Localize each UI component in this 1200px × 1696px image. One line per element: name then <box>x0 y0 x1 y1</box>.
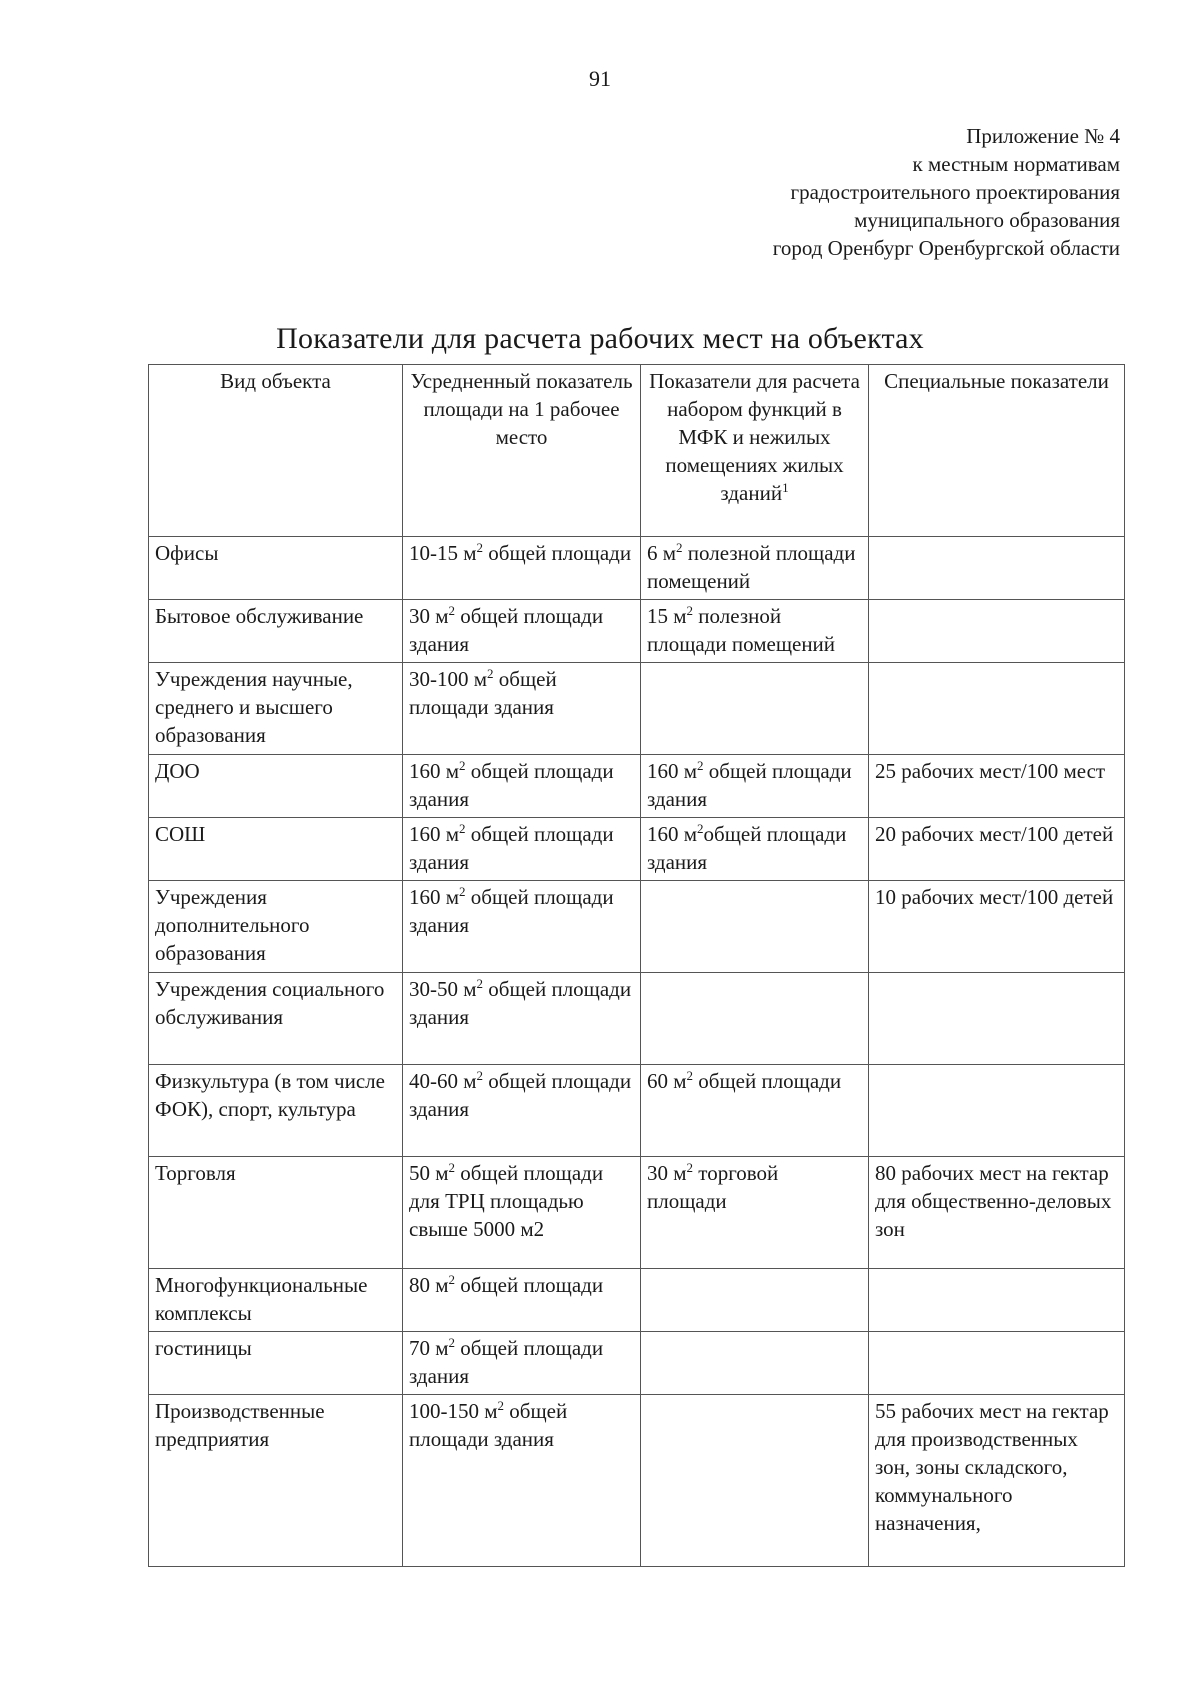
cell-special: 80 рабочих мест на гектар для общественно-деловых зон <box>869 1157 1125 1269</box>
cell-value: 80 м <box>409 1273 449 1297</box>
cell-object-type: Бытовое обслуживание <box>149 600 403 663</box>
cell-value-suffix: общей площади здания <box>409 667 557 719</box>
table-row <box>149 1332 1125 1395</box>
table-row <box>149 818 1125 881</box>
cell-value: 160 м <box>647 759 698 783</box>
superscript-unit: 2 <box>448 1160 456 1175</box>
cell-value: 30-50 м <box>409 977 477 1001</box>
superscript-unit: 2 <box>476 540 484 555</box>
cell-value-suffix: общей площади для ТРЦ площадью свыше 5000 м2 <box>409 1161 604 1241</box>
superscript-unit: 2 <box>686 1068 694 1083</box>
cell-value: 50 м <box>409 1161 449 1185</box>
cell-object-type: ДОО <box>149 755 403 818</box>
superscript-unit: 2 <box>676 540 683 555</box>
page-number: 91 <box>589 66 611 91</box>
table-title: Показатели для расчета рабочих мест на объектах <box>276 322 924 355</box>
cell-mfk <box>641 1395 869 1567</box>
cell-object-type: Производственные предприятия <box>149 1395 403 1567</box>
cell-special <box>869 537 1125 600</box>
appendix-line: градостроительного проектирования <box>790 180 1120 204</box>
cell-value-suffix: общей площади <box>693 1069 842 1093</box>
cell-value: 100-150 м <box>409 1399 498 1423</box>
cell-value: 160 м <box>647 822 698 846</box>
cell-object-type: Торговля <box>149 1157 403 1269</box>
cell-special: 10 рабочих мест/100 детей <box>869 881 1125 973</box>
cell-special: 55 рабочих мест на гектар для производственных зон, зоны складского, коммунального назначения, <box>869 1395 1125 1567</box>
cell-value-suffix: общей площади здания <box>409 759 614 811</box>
cell-value-suffix: общей площади <box>455 1273 604 1297</box>
table-row <box>149 1395 1125 1567</box>
cell-area <box>403 663 641 755</box>
cell-value-suffix: торговой площади <box>647 1161 779 1213</box>
cell-area <box>403 600 641 663</box>
cell-value: 10-15 м <box>409 541 477 565</box>
cell-special <box>869 1332 1125 1395</box>
cell-mfk <box>641 1157 869 1269</box>
appendix-line: муниципального образования <box>854 208 1120 232</box>
appendix-line: город Оренбург Оренбургской области <box>772 236 1120 260</box>
table-row <box>149 1269 1125 1332</box>
cell-mfk <box>641 1269 869 1332</box>
superscript-unit: 2 <box>448 1272 456 1287</box>
cell-value-suffix: полезной площади помещений <box>647 604 836 656</box>
cell-area <box>403 537 641 600</box>
superscript-unit: 2 <box>497 1398 505 1413</box>
cell-value: 40-60 м <box>409 1069 477 1093</box>
table-row <box>149 973 1125 1065</box>
cell-area <box>403 1395 641 1567</box>
table-row <box>149 537 1125 600</box>
cell-value: 160 м <box>409 885 460 909</box>
cell-value-suffix: общей площади здания <box>647 759 852 811</box>
cell-area <box>403 1269 641 1332</box>
cell-value-suffix: общей площади здания <box>409 885 614 937</box>
superscript-unit: 2 <box>476 1068 484 1083</box>
cell-value-suffix: общей площади здания <box>409 1069 632 1121</box>
appendix-header <box>773 122 1120 262</box>
cell-object-type: Физкультура (в том числе ФОК), спорт, культура <box>149 1065 403 1157</box>
cell-special: 25 рабочих мест/100 мест <box>869 755 1125 818</box>
superscript-unit: 2 <box>448 1335 456 1350</box>
appendix-line: Приложение № 4 <box>966 124 1120 148</box>
superscript-unit: 2 <box>476 976 484 991</box>
cell-mfk <box>641 600 869 663</box>
workplace-norms-table <box>148 364 1125 1567</box>
cell-value-suffix: общей площади здания <box>409 1399 568 1451</box>
superscript-unit: 2 <box>686 603 694 618</box>
cell-area <box>403 881 641 973</box>
cell-value-suffix: общей площади здания <box>409 1336 604 1388</box>
cell-value: 30-100 м <box>409 667 488 691</box>
cell-special <box>869 663 1125 755</box>
cell-value: 60 м <box>647 1069 687 1093</box>
cell-special <box>869 1065 1125 1157</box>
cell-value-suffix: общей площади здания <box>409 822 614 874</box>
superscript-unit: 2 <box>459 821 466 836</box>
header-avg-area: Усредненный показатель площади на 1 рабочее место <box>403 365 641 537</box>
cell-value: 30 м <box>409 604 449 628</box>
cell-area <box>403 1157 641 1269</box>
cell-value: 70 м <box>409 1336 449 1360</box>
cell-area <box>403 755 641 818</box>
cell-mfk <box>641 881 869 973</box>
table-row <box>149 755 1125 818</box>
superscript-unit: 2 <box>448 603 456 618</box>
cell-area <box>403 973 641 1065</box>
cell-value-suffix: общей площади <box>483 541 632 565</box>
cell-object-type: Учреждения научные, среднего и высшего образования <box>149 663 403 755</box>
cell-value: 30 м <box>647 1161 687 1185</box>
cell-area <box>403 1332 641 1395</box>
cell-value: 6 м <box>647 541 677 565</box>
cell-special <box>869 600 1125 663</box>
header-special: Специальные показатели <box>869 365 1125 537</box>
cell-object-type: Учреждения социального обслуживания <box>149 973 403 1065</box>
cell-value-suffix: общей площади здания <box>409 977 632 1029</box>
cell-value: 160 м <box>409 759 460 783</box>
cell-object-type: Офисы <box>149 537 403 600</box>
superscript-unit: 2 <box>459 758 466 773</box>
table-header-row <box>149 365 1125 537</box>
cell-mfk <box>641 663 869 755</box>
appendix-line: к местным нормативам <box>912 152 1120 176</box>
cell-object-type: Многофункциональные комплексы <box>149 1269 403 1332</box>
superscript-unit: 2 <box>686 1160 694 1175</box>
cell-object-type: Учреждения дополнительного образования <box>149 881 403 973</box>
table-row <box>149 663 1125 755</box>
superscript-unit: 2 <box>697 821 704 836</box>
cell-mfk <box>641 1332 869 1395</box>
cell-area <box>403 1065 641 1157</box>
cell-mfk <box>641 1065 869 1157</box>
cell-value: 15 м <box>647 604 687 628</box>
cell-mfk <box>641 973 869 1065</box>
table-row <box>149 1157 1125 1269</box>
cell-object-type: СОШ <box>149 818 403 881</box>
cell-mfk <box>641 537 869 600</box>
cell-value-suffix: полезной площади помещений <box>647 541 856 593</box>
cell-object-type: гостиницы <box>149 1332 403 1395</box>
table-row <box>149 600 1125 663</box>
cell-value: 160 м <box>409 822 460 846</box>
cell-mfk <box>641 818 869 881</box>
superscript-unit: 2 <box>459 884 466 899</box>
cell-value-suffix: общей площади здания <box>647 822 847 874</box>
cell-special <box>869 973 1125 1065</box>
superscript-unit: 2 <box>697 758 704 773</box>
header-mfk <box>641 365 869 537</box>
header-object-type: Вид объекта <box>149 365 403 537</box>
table-row <box>149 1065 1125 1157</box>
cell-special: 20 рабочих мест/100 детей <box>869 818 1125 881</box>
cell-area <box>403 818 641 881</box>
cell-special <box>869 1269 1125 1332</box>
cell-mfk <box>641 755 869 818</box>
footnote-marker: 1 <box>782 480 789 495</box>
table-row <box>149 881 1125 973</box>
header-mfk-text: Показатели для расчета набором функций в МФК и нежилых помещениях жилых зданий <box>649 369 860 505</box>
superscript-unit: 2 <box>487 666 494 681</box>
cell-value-suffix: общей площади здания <box>409 604 604 656</box>
